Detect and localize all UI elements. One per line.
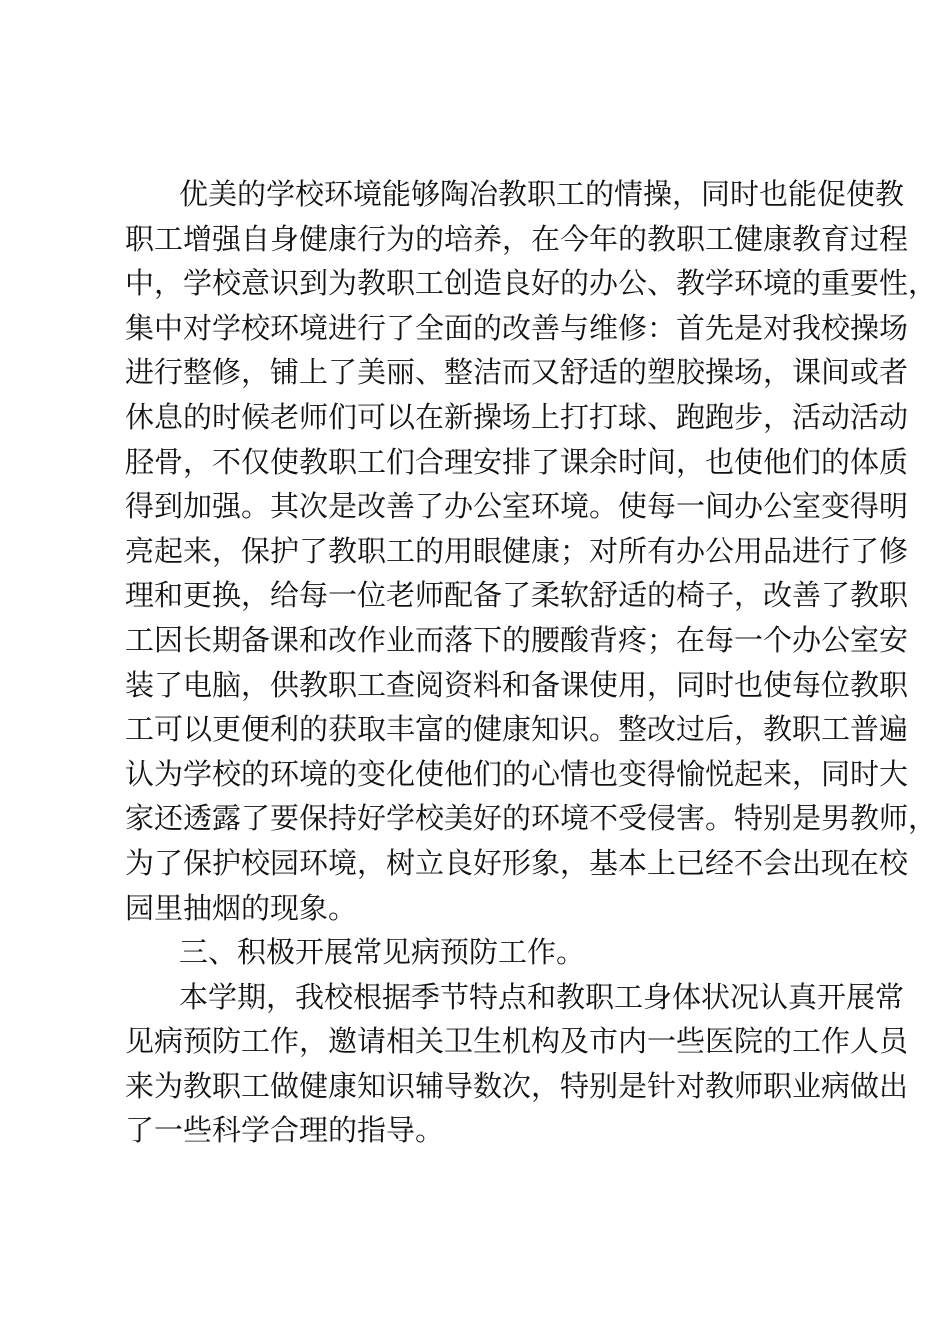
paragraph-line: 为了保护校园环境，树立良好形象，基本上已经不会出现在校 (125, 845, 909, 880)
paragraph-line: 工因长期备课和改作业而落下的腰酸背疼；在每一个办公室安 (125, 622, 909, 657)
paragraph-line: 中，学校意识到为教职工创造良好的办公、教学环境的重要性， (125, 266, 938, 301)
paragraph-line: 亮起来，保护了教职工的用眼健康；对所有办公用品进行了修 (125, 533, 909, 568)
document-body (125, 172, 938, 1153)
paragraph-line: 家还透露了要保持好学校美好的环境不受侵害。特别是男教师， (125, 801, 938, 836)
paragraph-line: 园里抽烟的现象。 (125, 890, 358, 925)
paragraph-line: 集中对学校环境进行了全面的改善与维修：首先是对我校操场 (125, 310, 909, 345)
paragraph-line: 优美的学校环境能够陶冶教职工的情操，同时也能促使教 (179, 177, 905, 211)
paragraph-line: 进行整修，铺上了美丽、整洁而又舒适的塑胶操场，课间或者 (125, 355, 909, 390)
paragraph-line: 认为学校的环境的变化使他们的心情也变得愉悦起来，同时大 (125, 756, 909, 791)
section-heading: 三、积极开展常见病预防工作。 (179, 935, 586, 970)
paragraph-line: 见病预防工作，邀请相关卫生机构及市内一些医院的工作人员 (125, 1024, 909, 1059)
paragraph-line: 工可以更便利的获取丰富的健康知识。整改过后，教职工普遍 (125, 712, 909, 747)
paragraph-line: 理和更换，给每一位老师配备了柔软舒适的椅子，改善了教职 (125, 578, 909, 613)
paragraph-line: 了一些科学合理的指导。 (125, 1113, 445, 1148)
paragraph-line: 来为教职工做健康知识辅导数次，特别是针对教师职业病做出 (125, 1068, 909, 1103)
paragraph-line: 装了电脑，供教职工查阅资料和备课使用，同时也使每位教职 (125, 667, 909, 702)
paragraph-line: 得到加强。其次是改善了办公室环境。使每一间办公室变得明 (125, 489, 909, 524)
paragraph-line: 休息的时候老师们可以在新操场上打打球、跑跑步，活动活动 (125, 399, 909, 434)
paragraph-line: 本学期，我校根据季节特点和教职工身体状况认真开展常 (179, 979, 905, 1014)
paragraph-line: 胫骨，不仅使教职工们合理安排了课余时间，也使他们的体质 (125, 444, 909, 479)
paragraph-line: 职工增强自身健康行为的培养，在今年的教职工健康教育过程 (125, 221, 909, 256)
